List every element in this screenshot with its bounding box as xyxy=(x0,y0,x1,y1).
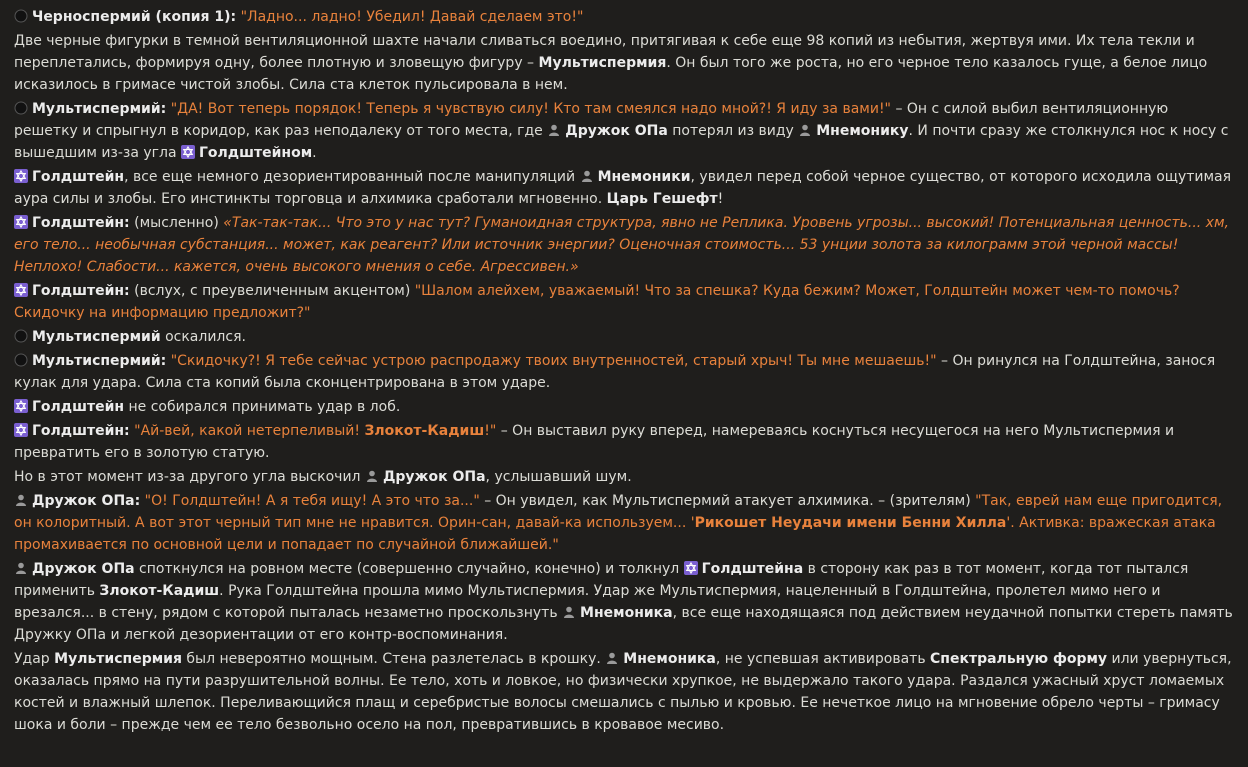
narration-text: , все еще находящаяся под действием неудачной попытки стереть память Дружку ОПа и легкой дезориентации от его контр-воспоминания. xyxy=(14,605,1233,643)
narration-text: , все еще немного дезориентированный после манипуляций xyxy=(124,169,580,185)
dialogue-text: "Шалом алейхем, уважаемый! Что за спешка? Куда бежим? Может, Голдштейн может чем-то помочь? Скидочку на информацию предложит?" xyxy=(14,283,1180,321)
message-paragraph xyxy=(14,166,1234,210)
narration-text: Две черные фигурки в темной вентиляционной шахте начали сливаться воедино, притягивая к себе еще 98 копий из небытия, жертвуя ими. Их тела текли и переплетались, формируя одну, более плотную и зловещую фигуру – xyxy=(14,33,1195,71)
narration-text: – Он выставил руку вперед, намереваясь коснуться несущегося на него Мультиспермия и превратить его в золотую статую. xyxy=(14,423,1175,461)
person-icon xyxy=(580,169,594,183)
dialogue-text: "Скидочку?! Я тебе сейчас устрою распродажу твоих внутренностей, старый хрыч! Ты мне мешаешь!" xyxy=(170,353,937,369)
person-icon xyxy=(562,605,576,619)
narration-text: в сторону как раз в тот момент, когда тот пытался применить xyxy=(14,561,1189,599)
speaker-name: Мультиспермий: xyxy=(32,353,167,369)
narration-text: , услышавший шум. xyxy=(485,469,632,485)
narration-text: – Он ринулся на Голдштейна, занося кулак для удара. Сила ста копий была сконцентрирована в этом ударе. xyxy=(14,353,1216,391)
black-circle-icon xyxy=(14,9,28,23)
ability-name: Рикошет Неудачи имени Бенни Хилла xyxy=(694,515,1007,531)
narration-text: (вслух, с преувеличенным акцентом) xyxy=(129,283,415,299)
message-paragraph xyxy=(14,98,1234,164)
emphasis-text: Мультиспермия xyxy=(54,651,182,667)
narration-text: был невероятно мощным. Стена разлетелась в крошку. xyxy=(181,651,606,667)
message-paragraph xyxy=(14,212,1234,278)
narration-text: споткнулся на ровном месте (совершенно случайно, конечно) и толкнул xyxy=(134,561,684,577)
emphasis-text: Мнемоники xyxy=(597,169,691,185)
message-paragraph xyxy=(14,420,1234,464)
speaker-name: Голдштейн xyxy=(32,399,125,415)
message-paragraph xyxy=(14,558,1234,646)
speaker-name: Мультиспермий: xyxy=(32,101,167,117)
thought-text: «Так-так-так... Что это у нас тут? Гуманоидная структура, явно не Реплика. Уровень угрозы... высокий! Потенциальная ценность... хм, его тело... необычная субстанция... может, как реагент? Или источник энергии? Оценочная стоимость... 53 унции золота за килограмм этой черной массы! Неплохо! Слабости... кажется, очень высокого мнения о себе. Агрессивен.» xyxy=(14,215,1229,275)
dialogue-text: '. Активка: вражеская атака промахивается по основной цели и попадает по случайной ближайшей." xyxy=(14,515,1216,553)
message-paragraph xyxy=(14,6,1234,28)
speaker-name: Голдштейн: xyxy=(32,283,130,299)
star-of-david-icon xyxy=(181,145,195,159)
narration-text: или увернуться, оказалась прямо на пути разрушительной волны. Ее тело, хоть и ловкое, но физически хрупкое, не выдержало такого удара. Раздался ужасный хруст ломаемых костей и влажный шлепок. Переливающийся плащ и серебристые волосы смешались с пылью и кровью. Ее нечеткое лицо на мгновение обрело черты – гримасу шока и боли – прежде чем ее тело безвольно осело на пол, превратившись в кровавое месиво. xyxy=(14,651,1232,733)
star-of-david-icon xyxy=(684,561,698,575)
black-circle-icon xyxy=(14,353,28,367)
star-of-david-icon xyxy=(14,169,28,183)
speaker-name: Голдштейн xyxy=(32,169,125,185)
message-paragraph xyxy=(14,466,1234,488)
emphasis-text: Мнемоника xyxy=(623,651,716,667)
narration-text: – Он с силой выбил вентиляционную решетку и спрыгнул в коридор, как раз неподалеку от того места, где xyxy=(14,101,1169,139)
dialogue-text: "Так, еврей нам еще пригодится, он колоритный. А вот этот черный тип мне не нравится. Орин-сан, давай-ка используем... ' xyxy=(14,493,1223,531)
narration-text: . Он был того же роста, но его черное тело казалось гуще, а белое лицо исказилось в гримасе чистой злобы. Сила ста клеток пульсировала в нем. xyxy=(14,55,1208,93)
emphasis-text: Мнемоника xyxy=(580,605,673,621)
speaker-name: Голдштейн: xyxy=(32,215,130,231)
narration-text: , увидел перед собой черное существо, от которого исходила ощутимая аура силы и злобы. Его инстинкты торговца и алхимика сработали мгновенно. xyxy=(14,169,1232,207)
person-icon xyxy=(798,123,812,137)
person-icon xyxy=(547,123,561,137)
narration-text: ! xyxy=(717,191,724,207)
narration-text: – Он увидел, как Мультиспермий атакует алхимика. – (зрителям) xyxy=(479,493,976,509)
narration-text: потерял из виду xyxy=(667,123,799,139)
speaker-name: Мультиспермий xyxy=(32,329,161,345)
star-of-david-icon xyxy=(14,399,28,413)
person-icon xyxy=(14,493,28,507)
speaker-name: Черноспермий (копия 1): xyxy=(32,9,237,25)
ability-name: Злокот-Кадиш xyxy=(364,423,485,439)
emphasis-text: Мнемонику xyxy=(816,123,909,139)
person-icon xyxy=(14,561,28,575)
emphasis-text: Злокот-Кадиш xyxy=(99,583,220,599)
black-circle-icon xyxy=(14,329,28,343)
message-paragraph xyxy=(14,326,1234,348)
message-paragraph xyxy=(14,280,1234,324)
emphasis-text: Спектральную форму xyxy=(930,651,1108,667)
message-paragraph xyxy=(14,30,1234,96)
narration-text: оскалился. xyxy=(160,329,246,345)
dialogue-text: "Ай-вей, какой нетерпеливый! xyxy=(134,423,365,439)
message-paragraph xyxy=(14,350,1234,394)
narration-text: . И почти сразу же столкнулся нос к носу с вышедшим из-за угла xyxy=(14,123,1229,161)
narration-text: Удар xyxy=(14,651,55,667)
message-paragraph xyxy=(14,490,1234,556)
emphasis-text: Дружок ОПа xyxy=(382,469,486,485)
narration-text: (мысленно) xyxy=(129,215,224,231)
message-paragraph xyxy=(14,648,1234,736)
person-icon xyxy=(365,469,379,483)
dialogue-text: "Ладно... ладно! Убедил! Давай сделаем это!" xyxy=(240,9,584,25)
narration-text: . Рука Голдштейна прошла мимо Мультиспермия. Удар же Мультиспермия, нацеленный в Голдштейна, пролетел мимо него и врезался... в стену, рядом с которой пыталась незаметно проскользнуть xyxy=(14,583,1161,621)
speaker-name: Дружок ОПа xyxy=(32,561,135,577)
black-circle-icon xyxy=(14,101,28,115)
narration-text: , не успевшая активировать xyxy=(715,651,931,667)
emphasis-text: Голдштейна xyxy=(701,561,804,577)
dialogue-text: !" xyxy=(484,423,497,439)
emphasis-text: Царь Гешефт xyxy=(606,191,718,207)
speaker-name: Голдштейн: xyxy=(32,423,130,439)
dialogue-text: "ДА! Вот теперь порядок! Теперь я чувствую силу! Кто там смеялся надо мной?! Я иду за вами!" xyxy=(170,101,891,117)
narration-text: не собирался принимать удар в лоб. xyxy=(124,399,401,415)
emphasis-text: Голдштейном xyxy=(199,145,313,161)
narration-text: . xyxy=(312,145,317,161)
star-of-david-icon xyxy=(14,283,28,297)
person-icon xyxy=(605,651,619,665)
speaker-name: Дружок ОПа: xyxy=(32,493,141,509)
emphasis-text: Дружок ОПа xyxy=(565,123,668,139)
star-of-david-icon xyxy=(14,423,28,437)
star-of-david-icon xyxy=(14,215,28,229)
narration-text: Но в этот момент из-за другого угла выскочил xyxy=(14,469,365,485)
emphasis-text: Мультиспермия xyxy=(538,55,667,71)
dialogue-text: "О! Голдштейн! А я тебя ищу! А это что за..." xyxy=(144,493,480,509)
message-paragraph xyxy=(14,396,1234,418)
